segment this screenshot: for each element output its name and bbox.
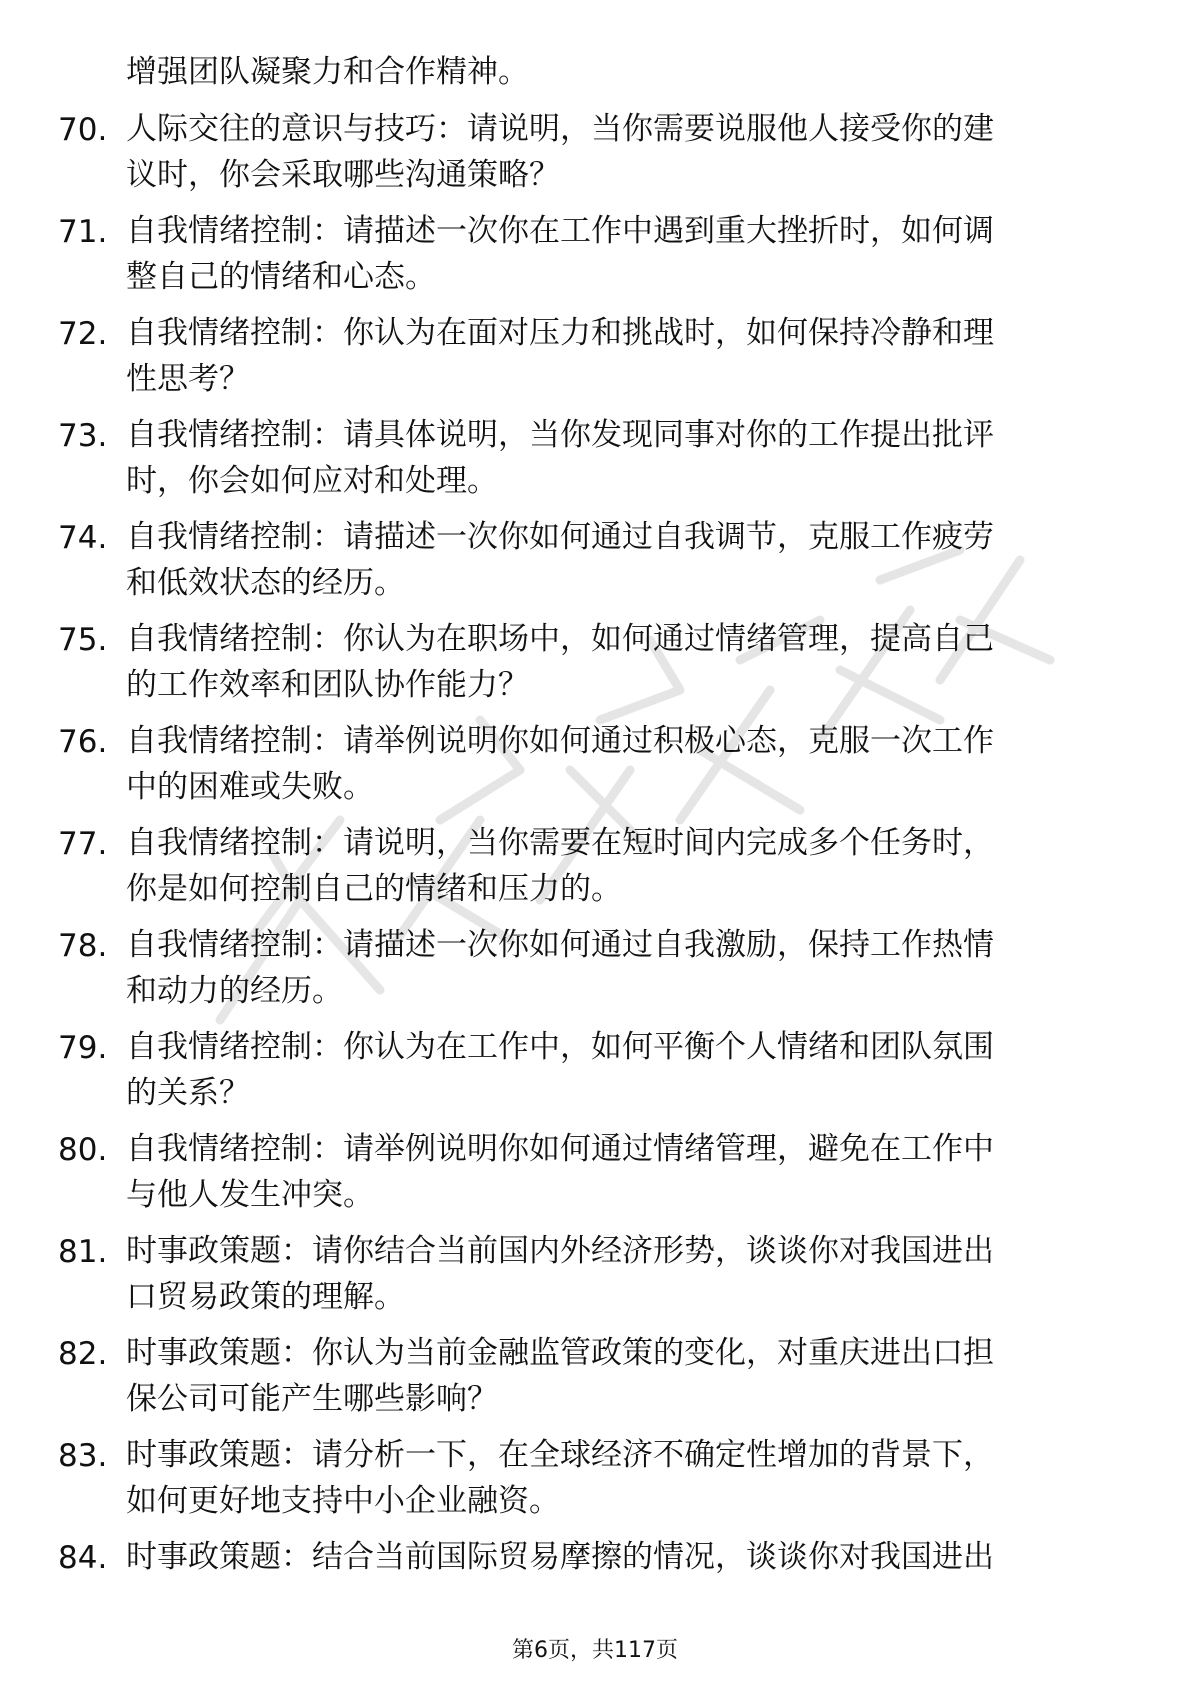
question-text-line: 的工作效率和团队协作能力？ — [126, 667, 529, 703]
question-text-line: 保公司可能产生哪些影响？ — [126, 1381, 498, 1417]
question-text-line: 自我情绪控制：请描述一次你在工作中遇到重大挫折时，如何调 — [126, 213, 994, 249]
question-number: 80. — [58, 1132, 108, 1168]
question-text — [126, 412, 1106, 504]
question-text-line: 时事政策题：结合当前国际贸易摩擦的情况，谈谈你对我国进出 — [126, 1539, 994, 1575]
question-text-line: 和动力的经历。 — [126, 973, 343, 1009]
question-list — [58, 106, 1118, 1582]
question-number: 81. — [58, 1234, 108, 1270]
question-number: 71. — [58, 214, 108, 250]
question-number: 77. — [58, 826, 108, 862]
question-text — [126, 718, 1106, 810]
question-text-line: 时，你会如何应对和处理。 — [126, 463, 498, 499]
question-text-line: 与他人发生冲突。 — [126, 1177, 374, 1213]
question-text-line: 时事政策题：你认为当前金融监管政策的变化，对重庆进出口担 — [126, 1335, 994, 1371]
question-text — [126, 1126, 1106, 1218]
question-text-line: 议时，你会采取哪些沟通策略？ — [126, 157, 560, 193]
question-text-line: 如何更好地支持中小企业融资。 — [126, 1483, 560, 1519]
question-item — [58, 1330, 1118, 1422]
question-number: 74. — [58, 520, 108, 556]
question-number: 70. — [58, 112, 108, 148]
question-item — [58, 718, 1118, 810]
question-item — [58, 1126, 1118, 1218]
question-text-line: 自我情绪控制：请具体说明，当你发现同事对你的工作提出批评 — [126, 417, 994, 453]
question-number: 73. — [58, 418, 108, 454]
question-item — [58, 1432, 1118, 1524]
question-text-line: 自我情绪控制：请说明，当你需要在短时间内完成多个任务时， — [126, 825, 994, 861]
document-content — [58, 48, 1118, 1582]
question-item — [58, 820, 1118, 912]
question-text-line: 口贸易政策的理解。 — [126, 1279, 405, 1315]
question-item — [58, 1024, 1118, 1116]
question-number: 79. — [58, 1030, 108, 1066]
question-item — [58, 1534, 1118, 1582]
question-text — [126, 208, 1106, 300]
question-text-line: 自我情绪控制：请举例说明你如何通过积极心态，克服一次工作 — [126, 723, 994, 759]
question-item — [58, 310, 1118, 402]
question-text — [126, 616, 1106, 708]
question-text — [126, 1432, 1106, 1524]
question-number: 84. — [58, 1540, 108, 1576]
question-text — [126, 1330, 1106, 1422]
question-text-line: 中的困难或失败。 — [126, 769, 374, 805]
question-text — [126, 820, 1106, 912]
question-text-line: 自我情绪控制：请举例说明你如何通过情绪管理，避免在工作中 — [126, 1131, 994, 1167]
question-item — [58, 616, 1118, 708]
question-text — [126, 310, 1106, 402]
question-text-line: 时事政策题：请分析一下，在全球经济不确定性增加的背景下， — [126, 1437, 994, 1473]
question-text-line: 你是如何控制自己的情绪和压力的。 — [126, 871, 622, 907]
question-item — [58, 412, 1118, 504]
question-text — [126, 514, 1106, 606]
question-text-line: 时事政策题：请你结合当前国内外经济形势，谈谈你对我国进出 — [126, 1233, 994, 1269]
question-number: 83. — [58, 1438, 108, 1474]
question-number: 78. — [58, 928, 108, 964]
question-text-line: 整自己的情绪和心态。 — [126, 259, 436, 295]
question-text-line: 自我情绪控制：你认为在职场中，如何通过情绪管理，提高自己 — [126, 621, 994, 657]
question-text — [126, 1024, 1106, 1116]
question-number: 82. — [58, 1336, 108, 1372]
question-text — [126, 1228, 1106, 1320]
question-item — [58, 208, 1118, 300]
question-number: 72. — [58, 316, 108, 352]
question-number: 76. — [58, 724, 108, 760]
question-text — [126, 922, 1106, 1014]
question-item — [58, 514, 1118, 606]
question-text-line: 自我情绪控制：请描述一次你如何通过自我调节，克服工作疲劳 — [126, 519, 994, 555]
question-text-line: 人际交往的意识与技巧：请说明，当你需要说服他人接受你的建 — [126, 111, 994, 147]
question-text-line: 自我情绪控制：请描述一次你如何通过自我激励，保持工作热情 — [126, 927, 994, 963]
question-item — [58, 1228, 1118, 1320]
question-number: 75. — [58, 622, 108, 658]
question-text-line: 性思考？ — [126, 361, 250, 397]
question-text — [126, 1534, 1106, 1580]
question-text-line: 的关系？ — [126, 1075, 250, 1111]
question-text-line: 自我情绪控制：你认为在工作中，如何平衡个人情绪和团队氛围 — [126, 1029, 994, 1065]
continuation-line: 增强团队凝聚力和合作精神。 — [126, 54, 529, 90]
question-text-line: 自我情绪控制：你认为在面对压力和挑战时，如何保持冷静和理 — [126, 315, 994, 351]
question-item — [58, 922, 1118, 1014]
question-item — [58, 106, 1118, 198]
page-indicator: 第6页，共117页 — [512, 1638, 678, 1663]
question-text-line: 和低效状态的经历。 — [126, 565, 405, 601]
question-text — [126, 106, 1106, 198]
